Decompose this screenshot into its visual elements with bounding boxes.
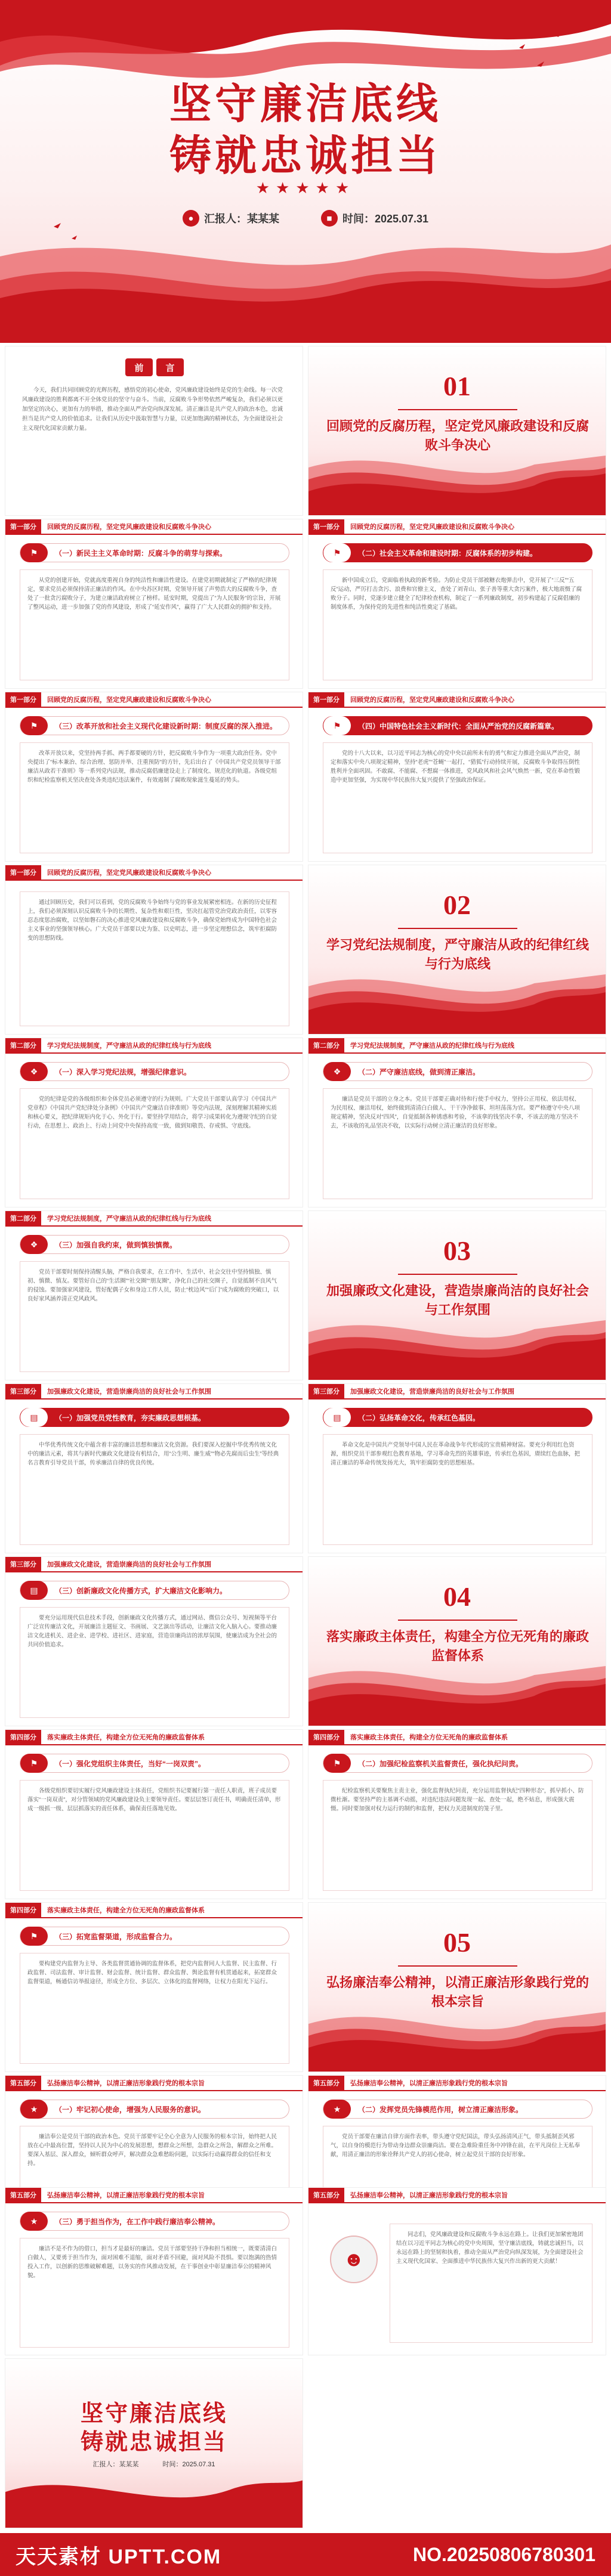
chapter-title: 落实廉政主体责任，构建全方位无死角的廉政监督体系 [326,1629,590,1663]
body-text: 新中国成立后，党面临着执政的新考验。为防止党员干部被糖衣炮弹击中，党开展了“三反”“五反”运动，严厉打击贪污、浪费和官僚主义，查处了刘青山、张子善等重大贪污案件，极大地震慑了腐败分子。同时，党逐步建立健全了纪律检查机构，制定了一系列廉政制度，初步构建起了反腐倡廉的制度体系，为保持党的先进性和纯洁性奠定了基础。 [331,577,582,611]
subtitle-text: （四）中国特色社会主义新时代：全面从严治党的反腐新篇章。 [358,722,559,730]
chapter-slide-02 [308,865,606,1035]
body-box [323,569,593,680]
section-tag: 第五部分 [5,2187,41,2203]
intro-badge-char1: 前 [125,358,153,376]
subtitle-bar [20,1927,289,1946]
intro-paragraph: 今天，我们共同回顾党的光辉历程，感悟党的初心使命，党风廉政建设始终是党的生命线。每一次党风廉政建设的胜利都离不开全体党员的坚守与奋斗。当前，反腐败斗争形势依然严峻复杂，我们必须以更加坚定的决心，更加有力的举措，推动全面从严治党向纵深发展。清正廉洁是共产党人的政治本色，忠诚担当是共产党人的价值追求。让我们从历史中汲取智慧与力量，以更加饱满的精神状态，为全面建设社会主义现代化国家贡献力量。 [22,387,283,432]
subtitle-text: （二）发挥党员先锋模范作用，树立清正廉洁形象。 [358,2105,523,2114]
section-tag: 第二部分 [308,1038,344,1053]
body-text: 纪检监察机关要聚焦主责主业，强化监督执纪问责，充分运用监督执纪“四种形态”，抓早抓小、防微杜渐。要坚持严的主基调不动摇，对违纪违法问题发现一起、查处一起，绝不姑息，形成强大震慑。同时要加强对权力运行的制约和监督，把权力关进制度的笼子里。 [331,1788,584,1812]
subtitle-text: （二）弘扬革命文化，传承红色基因。 [358,1413,480,1422]
body-text: 各级党组织要切实履行党风廉政建设主体责任，党组织书记要履行第一责任人职责，班子成员要落实“一岗双责”，对分管领域的党风廉政建设负主要领导责任。要层层签订责任书，明确责任清单，形成一级抓一级、层层抓落实的责任体系，确保责任落地见效。 [27,1788,281,1812]
body-box [20,742,289,853]
section-title: 回顾党的反腐历程，坚定党风廉政建设和反腐败斗争决心 [47,524,211,531]
chapter-divider [398,928,517,929]
section-header [308,519,606,535]
section-title: 回顾党的反腐历程，坚定党风廉政建设和反腐败斗争决心 [350,524,514,531]
section-tag: 第一部分 [308,692,344,707]
subtitle-bar [20,1235,289,1254]
body-text: 廉洁是党员干部的立身之本。党员干部要正确对待和行使手中权力，坚持公正用权、依法用权、为民用权、廉洁用权，始终做到清清白白做人、干干净净做事、坦坦荡荡为官。要严格遵守中央八项规定精神，坚决反对“四风”，自觉抵制各种诱惑和考验，不该拿的钱坚决不拿，不该去的地方坚决不去，不该收的礼品坚决不收，以实际行动树立清正廉洁的良好形象。 [331,1096,581,1129]
avatar: ☻ [330,2236,378,2283]
section-tag: 第四部分 [5,1729,41,1745]
body-box [20,569,289,680]
content-slide [308,519,606,689]
section-header [5,1557,303,1572]
chapter-slide-04 [308,1556,606,1726]
subtitle-bar [323,1062,593,1081]
section-tag: 第一部分 [5,865,41,880]
body-box [323,1780,593,1891]
section-title: 弘扬廉洁奉公精神，以清正廉洁形象践行党的根本宗旨 [47,2080,205,2087]
content-slide [308,1729,606,1899]
cover-slide [0,0,611,343]
section-title: 弘扬廉洁奉公精神，以清正廉洁形象践行党的根本宗旨 [350,2192,508,2199]
body-text: 中华优秀传统文化中蕴含着丰富的廉洁思想和廉洁文化资源。我们要深入挖掘中华优秀传统文化中的廉洁元素，将其与新时代廉政文化建设有机结合，用“公生明、廉生威”“物必先腐而后虫生”等经典名言教育引导党员干部，传承廉洁自律的优良传统。 [27,1442,279,1466]
body-text: 党的纪律是党的各级组织和全体党员必须遵守的行为规则。广大党员干部要认真学习《中国共产党章程》《中国共产党纪律处分条例》《中国共产党廉洁自律准则》等党内法规，深刻理解其精神实质和核心要义，把纪律规矩内化于心、外化于行。要坚持学用结合，将学习成果转化为遵规守纪的自觉行动，在思想上、政治上、行动上同党中央保持高度一致，做到知敬畏、存戒惧、守底线。 [27,1096,277,1129]
body-box [20,1607,289,1718]
person-icon: ● [183,210,199,227]
content-slide [5,1729,303,1899]
star-icon: ★ [20,2100,48,2119]
section-header [5,1211,303,1227]
cover-title-line2: 铸就忠诚担当 [169,134,442,179]
content-slide [308,1383,606,1553]
subtitle-text: （二）社会主义革命和建设时期：反腐体系的初步构建。 [358,549,538,558]
section-title: 学习党纪法规制度，严守廉洁从政的纪律红线与行为底线 [47,1215,211,1222]
flag-icon: ⚑ [20,1754,48,1773]
chapter-divider [398,1274,517,1275]
blank-panel [308,2358,606,2528]
watermark-number: NO.20250806780301 [412,2543,595,2565]
section-header [5,2188,303,2203]
subtitle-text: （三）改革开放和社会主义现代化建设新时期：制度反腐的深入推进。 [55,722,277,730]
body-text: 改革开放以来，党坚持两手抓、两手都要硬的方针，把反腐败斗争作为一项重大政治任务。党中央提出了“标本兼治、综合治理、惩防并举、注重预防”的方针，先后出台了《中国共产党党员领导干部廉洁从政若干准则》等一系列党内法规，推动反腐倡廉建设走上了制度化、规范化的轨道。各级党组织和纪检监察机关坚决查处各类违纪违法案件，有效遏制了腐败现象滋生蔓延的势头。 [27,750,281,784]
subtitle-bar [20,543,289,562]
body-box [20,1434,289,1545]
body-text: 要充分运用现代信息技术手段，创新廉政文化传播方式，通过网站、微信公众号、短视频等平台广泛宣传廉洁文化，开展廉洁主题征文、书画展、文艺演出等活动，让廉洁文化入脑入心。要推动廉洁文化进机关、进企业、进学校、进社区、进家庭，营造崇廉尚洁的浓厚氛围，使廉洁成为全社会的共同价值追求。 [27,1615,277,1648]
section-tag: 第三部分 [308,1383,344,1399]
subtitle-bar [323,716,593,735]
section-header [308,1384,606,1400]
cover-reporter [183,210,279,227]
section-header [5,519,303,535]
cover-stars: ★★★★★ [255,179,356,197]
section-tag: 第五部分 [308,2075,344,2091]
body-text: 党的十八大以来，以习近平同志为核心的党中央以前所未有的勇气和定力推进全面从严治党，制定和落实中央八项规定精神，坚持“老虎”“苍蝇”一起打，“猎狐”行动持续开展，反腐败斗争取得压倒性胜利并全面巩固。不敢腐、不能腐、不想腐一体推进，党风政风和社会风气焕然一新，党在革命性锻造中更加坚强，为实现中华民族伟大复兴提供了坚强政治保证。 [331,750,581,784]
flag-icon: ⚑ [323,543,351,562]
subtitle-bar [20,716,289,735]
chapter-number: 04 [443,1581,471,1612]
subtitle-text: （二）严守廉洁底线，做到清正廉洁。 [358,1067,480,1076]
section-tag: 第五部分 [5,2075,41,2091]
body-text: 从党的创建开始，党就高度重视自身的纯洁性和廉洁性建设。在建党初期就制定了严格的纪律规定，要求党员必须保持清正廉洁的作风。在中央苏区时期，党领导开展了声势浩大的反腐败斗争，查处了一批贪污腐败分子，为建立廉洁政府树立了榜样。延安时期，党提出了“为人民服务”的宗旨，开展了整风运动，进一步加强了党的作风建设，形成了“延安作风”，赢得了广大人民群众的拥护和支持。 [27,577,281,611]
body-text: 党员干部要在廉洁自律方面作表率，带头遵守党纪国法，带头弘扬清风正气，带头抵制歪风邪气，以自身的模范行为带动身边群众崇廉尚洁。要在急难险重任务中冲锋在前，在平凡岗位上无私奉献，用清正廉洁的形象诠释共产党人的初心使命，树立起党员干部的良好形象。 [331,2134,581,2158]
body-box [20,2238,289,2348]
content-slide [308,1038,606,1208]
calendar-icon: ■ [321,210,338,227]
chapter-title: 加强廉政文化建设，营造崇廉尚洁的良好社会与工作氛围 [326,1283,590,1317]
book-icon: ▤ [20,1581,48,1600]
section-header [308,2188,606,2203]
cover-title-line1: 坚守廉洁底线 [169,82,442,128]
section-title: 加强廉政文化建设，营造崇廉尚洁的良好社会与工作氛围 [47,1561,211,1568]
cover-meta [0,210,611,227]
body-text: 廉洁不是不作为的借口，担当才是最好的廉洁。党员干部要坚持干净和担当相统一，既要清清白白做人，又要勇于担当作为，面对困难不退缩，面对矛盾不回避，面对风险不畏惧。要以饱满的热情投入工作，以创新的思维破解难题，以务实的作风推动发展，在干事创业中彰显廉洁奉公的精神风貌。 [27,2246,277,2279]
section-tag: 第一部分 [5,519,41,534]
section-tag: 第二部分 [5,1210,41,1226]
closing-title-line2: 铸就忠诚担当 [80,2430,227,2455]
flag-icon: ⚑ [20,543,48,562]
book-icon: ▤ [20,1408,48,1427]
body-box [20,1953,289,2064]
content-slide [5,865,303,1035]
body-text: 通过回顾历史，我们可以看到，党的反腐败斗争始终与党的事业发展紧密相连。在新的历史征程上，我们必须深刻认识反腐败斗争的长期性、复杂性和艰巨性，坚决扛起管党治党政治责任，以零容忍态度惩治腐败，以坚如磐石的决心推进党风廉政建设和反腐败斗争，确保党始终成为中国特色社会主义事业的坚强领导核心。广大党员干部要以史为鉴、以史明志，进一步坚定理想信念，筑牢拒腐防变的思想防线。 [27,899,277,942]
chapter-divider [398,1620,517,1621]
subtitle-bar [20,2212,289,2231]
subtitle-text: （一）强化党组织主体责任，当好“一岗双责”。 [55,1759,206,1768]
section-title: 学习党纪法规制度，严守廉洁从政的纪律红线与行为底线 [47,1042,211,1049]
subtitle-text: （三）勇于担当作为，在工作中践行廉洁奉公精神。 [55,2217,220,2226]
section-tag: 第二部分 [5,1038,41,1053]
section-title: 弘扬廉洁奉公精神，以清正廉洁形象践行党的根本宗旨 [350,2080,508,2087]
watermark-footer [0,2533,611,2576]
section-tag: 第四部分 [5,1902,41,1918]
chapter-number: 05 [443,1927,471,1958]
chapter-divider [398,1965,517,1967]
bookmark-icon: ❖ [323,1062,351,1081]
subtitle-bar [20,1408,289,1427]
section-title: 加强廉政文化建设，营造崇廉尚洁的良好社会与工作氛围 [350,1388,514,1395]
section-header [5,865,303,881]
section-header [308,2076,606,2091]
subtitle-text: （一）牢记初心使命，增强为人民服务的意识。 [55,2105,206,2114]
subtitle-bar [20,2100,289,2119]
section-title: 落实廉政主体责任，构建全方位无死角的廉政监督体系 [47,1734,205,1741]
body-box [323,1434,593,1545]
subtitle-text: （一）加强党员党性教育，夯实廉政思想根基。 [55,1413,206,1422]
flag-icon: ⚑ [20,1927,48,1946]
content-slide [308,692,606,862]
section-header [5,1038,303,1054]
section-header [5,1730,303,1745]
subtitle-bar [20,1062,289,1081]
subtitle-text: （一）新民主主义革命时期：反腐斗争的萌芽与探索。 [55,549,227,558]
bookmark-icon: ❖ [20,1235,48,1254]
chapter-number: 03 [443,1236,471,1266]
section-tag: 第三部分 [5,1556,41,1572]
chapter-number: 01 [443,371,471,401]
chapter-slide-05 [308,1902,606,2072]
content-slide [5,1383,303,1553]
closing-meta [5,2459,303,2469]
intro-slide [5,346,303,516]
flag-icon: ⚑ [323,1754,351,1773]
section-title: 回顾党的反腐历程，坚定党风廉政建设和反腐败斗争决心 [47,696,211,704]
section-tag: 第一部分 [308,519,344,534]
subtitle-bar [323,2100,593,2119]
body-text: 要构建党内监督为主导、各类监督贯通协调的监督体系，把党内监督同人大监督、民主监督、行政监督、司法监督、审计监督、财会监督、统计监督、群众监督、舆论监督有机贯通起来，拓宽群众监督渠道，畅通信访举报途径，形成全方位、多层次、立体化的监督网络，让权力在阳光下运行。 [27,1961,277,1985]
closing-title-line1: 坚守廉洁底线 [80,2401,227,2426]
body-text: 革命文化是中国共产党领导中国人民在革命战争年代形成的宝贵精神财富。要充分利用红色资源，组织党员干部参观红色教育基地，学习革命先烈的英雄事迹，传承红色基因，赓续红色血脉，把清正廉洁的革命传统发扬光大，筑牢拒腐防变的思想根基。 [331,1442,581,1466]
content-slide [5,692,303,862]
cover-date [321,210,428,227]
closing-slide [5,2358,303,2528]
chapter-title: 回顾党的反腐历程，坚定党风廉政建设和反腐败斗争决心 [326,419,590,453]
section-header [308,692,606,708]
chapter-divider [398,409,517,410]
cover-date-text: 时间：2025.07.31 [342,213,429,225]
book-icon: ▤ [323,1408,351,1427]
section-title: 落实廉政主体责任，构建全方位无死角的廉政监督体系 [350,1734,508,1741]
subtitle-bar [323,1408,593,1427]
section-tag: 第五部分 [308,2187,344,2203]
closing-date: 时间：2025.07.31 [162,2461,215,2468]
chapter-title: 学习党纪法规制度，严守廉洁从政的纪律红线与行为底线 [326,937,590,971]
section-title: 回顾党的反腐历程，坚定党风廉政建设和反腐败斗争决心 [350,696,514,704]
closing-reporter: 汇报人：某某某 [92,2461,139,2468]
subtitle-bar [20,1754,289,1773]
section-header [308,1038,606,1054]
section-title: 弘扬廉洁奉公精神，以清正廉洁形象践行党的根本宗旨 [47,2192,205,2199]
intro-badge-char2: 言 [156,358,184,376]
content-slide [308,2187,606,2355]
section-header [5,692,303,708]
star-icon: ★ [20,2212,48,2231]
subtitle-bar [323,543,593,562]
section-tag: 第一部分 [5,692,41,707]
closing-remarks-text: 同志们，党风廉政建设和反腐败斗争永远在路上。让我们更加紧密地团结在以习近平同志为核心的党中央周围，坚守廉洁底线，铸就忠诚担当，以永远在路上的坚韧和执着，推动全面从严治党向纵深发展，为全面建设社会主义现代化国家、全面推进中华民族伟大复兴作出新的更大贡献！ [396,2231,584,2265]
watermark-site: 天天素材 UPTT.COM [16,2545,222,2568]
star-icon: ★ [323,2100,351,2119]
content-slide [5,1556,303,1726]
content-slide [5,1038,303,1208]
subtitle-text: （三）加强自我约束，做到慎独慎微。 [55,1240,177,1249]
subtitle-bar [323,1754,593,1773]
chapter-number: 02 [443,890,471,920]
subtitle-text: （三）拓宽监督渠道，形成监督合力。 [55,1932,177,1941]
body-box [20,891,289,1026]
body-box [20,1088,289,1199]
section-header [5,1384,303,1400]
body-box [20,1780,289,1891]
content-slide [5,519,303,689]
section-title: 加强廉政文化建设，营造崇廉尚洁的良好社会与工作氛围 [47,1388,211,1395]
chapter-slide-03 [308,1210,606,1380]
section-header [308,1730,606,1745]
subtitle-text: （一）深入学习党纪法规，增强纪律意识。 [55,1067,192,1076]
section-title: 落实廉政主体责任，构建全方位无死角的廉政监督体系 [47,1907,205,1914]
section-header [5,2076,303,2091]
chapter-slide-01 [308,346,606,516]
chapter-title: 弘扬廉洁奉公精神，以清正廉洁形象践行党的根本宗旨 [326,1975,590,2009]
subtitle-text: （二）加强纪检监察机关监督责任，强化执纪问责。 [358,1759,523,1768]
body-box [323,1088,593,1199]
body-text: 党员干部要时刻保持清醒头脑，严格自我要求，在工作中、生活中、社会交往中坚持慎独、慎初、慎微、慎友。要管好自己的“生活圈”“社交圈”“朋友圈”，净化自己的社交圈子，自觉抵制不良风气的侵蚀。要加强家风建设，管好配偶子女和身边工作人员，防止“枕边风”“后门”成为腐败的突破口，以良好家风涵养清正党风政风。 [27,1269,279,1302]
content-slide [5,1902,303,2072]
intro-text [22,386,287,434]
flag-icon: ⚑ [323,716,351,735]
body-box [323,742,593,853]
section-header [5,1903,303,1918]
content-slide [5,1210,303,1380]
body-box [20,1261,289,1372]
section-tag: 第四部分 [308,1729,344,1745]
subtitle-text: （三）创新廉政文化传播方式，扩大廉洁文化影响力。 [55,1586,227,1595]
subtitle-bar [20,1581,289,1600]
cover-reporter-text: 汇报人：某某某 [203,213,279,225]
bookmark-icon: ❖ [20,1062,48,1081]
closing-remarks-box [390,2224,593,2343]
section-tag: 第三部分 [5,1383,41,1399]
body-text: 廉洁奉公是党员干部的政治本色。党员干部要牢记全心全意为人民服务的根本宗旨，始终把人民放在心中最高位置，坚持以人民为中心的发展思想，想群众之所想，急群众之所急，解群众之所难。要深入基层、深入群众，倾听群众呼声，解决群众急难愁盼问题，以实际行动赢得群众的信任和支持。 [27,2134,277,2167]
section-title: 学习党纪法规制度，严守廉洁从政的纪律红线与行为底线 [350,1042,514,1049]
intro-badge [125,357,184,377]
flag-icon: ⚑ [20,716,48,735]
content-slide [5,2187,303,2355]
section-title: 回顾党的反腐历程，坚定党风廉政建设和反腐败斗争决心 [47,869,211,877]
